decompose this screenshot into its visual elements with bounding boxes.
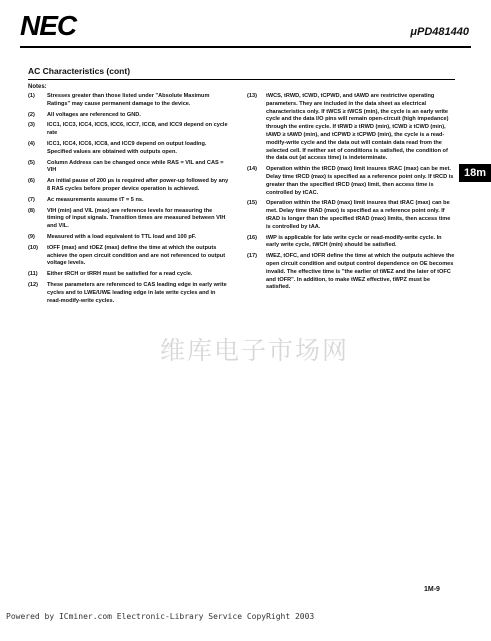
note-item	[247, 93, 455, 163]
note-item	[28, 178, 230, 194]
note-text: VIH (min) and VIL (max) are reference levels for measuring the timing of input signals. Transition times are measured between VIH and VIL.	[47, 207, 226, 230]
note-text: All voltages are referenced to GND.	[47, 111, 141, 118]
note-number: (11)	[28, 271, 38, 278]
section-rule	[28, 79, 455, 80]
note-text: Either tRCH or tRRH must be satisfied for a read cycle.	[47, 271, 193, 278]
note-item	[28, 93, 230, 109]
note-item	[28, 112, 230, 120]
note-number: (4)	[28, 140, 35, 147]
part-number: μPD481440	[410, 26, 469, 38]
note-number: (9)	[28, 233, 35, 240]
note-item	[247, 235, 455, 251]
note-text: Measured with a load equivalent to TTL load and 100 pF.	[47, 233, 197, 240]
note-number: (15)	[247, 200, 257, 207]
note-item	[28, 234, 230, 242]
footer-credit: Powered by ICminer.com Electronic-Library Service CopyRight 2003	[6, 612, 315, 621]
note-text: Column Address can be changed once while RAS = VIL and CAS = VIH	[47, 159, 224, 174]
note-number: (6)	[28, 178, 35, 185]
note-item	[247, 200, 455, 231]
note-text: Operation within the tRAD (max) limit insures that tRAC (max) can be met. Delay time tRAD (max) is specified as a reference point only. If tRAD is longer than the specified tRAD (max) limits, then access time is controlled by tAA.	[266, 200, 451, 230]
note-number: (3)	[28, 122, 35, 129]
note-item	[28, 141, 230, 157]
notes-right-column	[247, 93, 455, 295]
page-number: 1M-9	[424, 586, 440, 593]
section-title: AC Characteristics (cont)	[28, 66, 131, 76]
note-number: (1)	[28, 93, 35, 99]
note-text: Stresses greater than those listed under "Absolute Maximum Ratings" may cause permanent damage to the device.	[47, 93, 210, 107]
header-rule	[20, 46, 471, 48]
note-number: (13)	[247, 93, 257, 99]
note-item	[247, 253, 455, 292]
note-text: tOFF (max) and tOEZ (max) define the time at which the outputs achieve the open circuit condition and are not referenced to output voltage levels.	[47, 244, 226, 267]
note-item	[28, 282, 230, 305]
note-item	[28, 197, 230, 205]
note-number: (7)	[28, 196, 35, 203]
note-item	[247, 166, 455, 197]
note-item	[28, 208, 230, 231]
note-number: (16)	[247, 234, 257, 241]
note-text: tWCS, tRWD, tCWD, tCPWD, and tAWD are restrictive operating parameters. They are included in the data sheet as electrical characteristics only. If tWCS ≥ tWCS (min), the cycle is an early write cycle and the data I/O pins will remain open-circuit (high impedance) through the entire cycle. If tRWD ≥ tRWD (min), tCWD ≥ tCWD (min), tAWD ≥ tAWD (min), and tCPWD ≥ tCPWD (min), the cycle is a read-modify-write cycle and the data out will contain data read from the selected cell. If neither set of conditions is satisfied, the condition of the data out (at access time) is indeterminate.	[266, 93, 449, 162]
note-item	[28, 122, 230, 138]
note-text: tWP is applicable for late write cycle or read-modify-write cycle. In early write cycle, tWCH (min) should be satisfied.	[266, 234, 442, 249]
note-item	[28, 245, 230, 268]
note-text: An initial pause of 200 μs is required after power-up followed by any 8 RAS cycles before proper device operation is achieved.	[47, 178, 229, 192]
note-text: These parameters are referenced to CAS leading edge in early write cycles and to LWE/UWE leading edge in late write cycles and in read-modify-write cycles.	[47, 281, 227, 304]
watermark: 维库电子市场网	[160, 336, 350, 365]
note-number: (12)	[28, 281, 38, 288]
notes-left-column	[28, 93, 230, 308]
note-number: (5)	[28, 159, 35, 166]
note-text: Operation within the tRCD (max) limit insures tRAC (max) can be met. Delay time tRCD (max) is specified as a reference point only. If tRCD is greater than the specified tRCD (max) limit, then access time is controlled by tCAC.	[266, 166, 454, 196]
notes-label: Notes:	[28, 84, 47, 90]
note-number: (8)	[28, 207, 35, 214]
note-number: (17)	[247, 253, 257, 260]
note-text: ICC1, ICC4, ICC6, ICC8, and ICC9 depend on output loading. Specified values are obtained with outputs open.	[47, 140, 207, 155]
note-text: Ac measurements assume tT = 5 ns.	[47, 196, 144, 203]
note-item	[28, 160, 230, 176]
note-number: (10)	[28, 244, 38, 251]
note-item	[28, 271, 230, 279]
nec-logo: NEC	[20, 10, 77, 41]
note-number: (2)	[28, 111, 35, 118]
note-number: (14)	[247, 166, 257, 173]
section-tab: 18m	[459, 164, 491, 182]
note-text: ICC1, ICC3, ICC4, ICC5, ICC6, ICC7, ICC8, and ICC9 depend on cycle rate	[47, 122, 228, 137]
note-text: tWEZ, tOFC, and tOFR define the time at which the outputs achieve the open circuit condition and output control dependence on OE becomes invalid. The effective time is "the earlier of tWEZ and the later of tOFC and tOFR". In addition, to make tWEZ effective, tWPZ must be satisfied.	[266, 253, 455, 291]
